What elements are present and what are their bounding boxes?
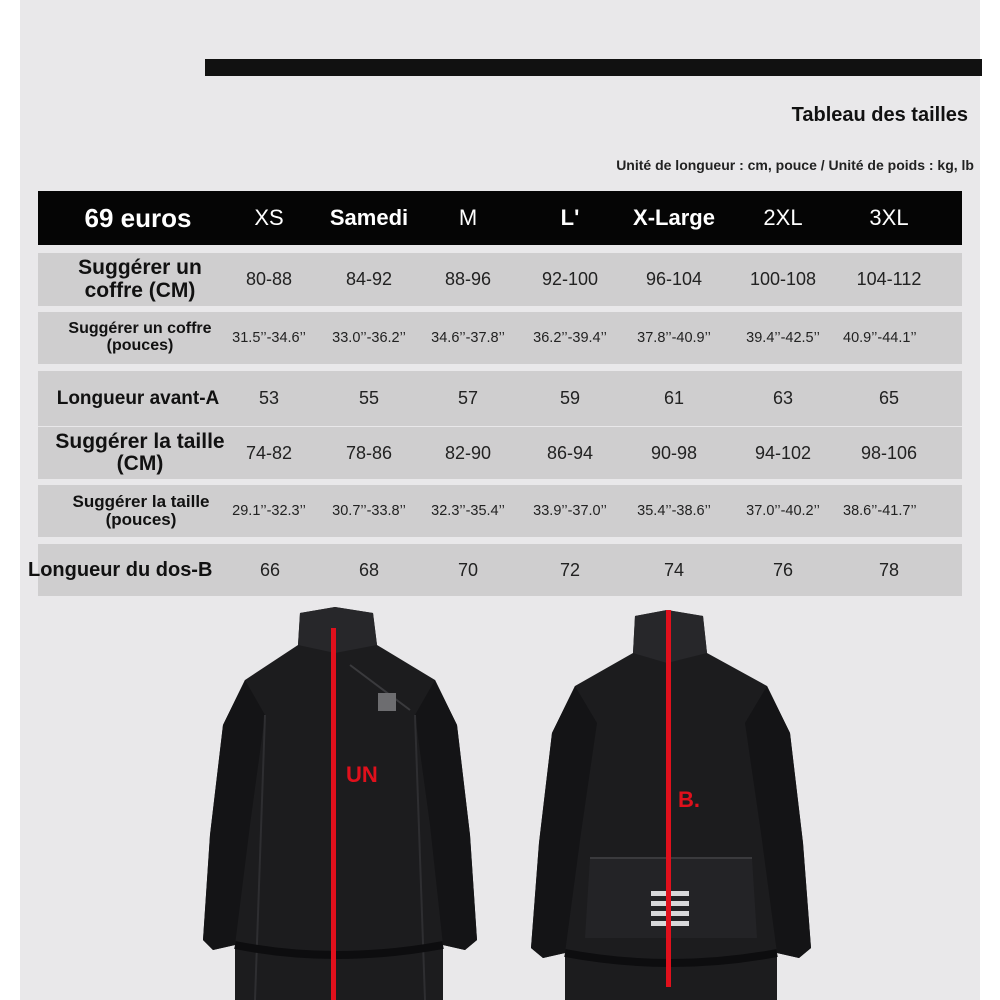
table-cell: 84-92 [345, 269, 393, 289]
table-cell: 78-86 [345, 442, 393, 463]
table-cell: 34.6’’-37.8’’ [431, 330, 505, 346]
table-cell: 76 [772, 559, 794, 580]
size-header: Samedi [329, 205, 409, 230]
table-cell: 96-104 [645, 269, 703, 289]
table-row [38, 312, 962, 364]
table-cell: 88-96 [444, 269, 492, 289]
table-cell: 98-106 [860, 442, 918, 463]
table-cell: 30.7’’-33.8’’ [332, 503, 406, 519]
table-cell: 57 [457, 388, 479, 408]
table-cell: 31.5’’-34.6’’ [232, 330, 306, 346]
row-label: Suggérer un coffre (CM) [78, 256, 202, 302]
table-cell: 92-100 [541, 269, 599, 289]
table-cell: 82-90 [444, 442, 492, 463]
table-cell: 61 [663, 388, 685, 408]
row-label: Longueur avant-A [56, 387, 220, 409]
table-cell: 68 [358, 559, 380, 580]
table-cell: 59 [559, 388, 581, 408]
table-row [38, 253, 962, 306]
table-cell: 90-98 [650, 442, 698, 463]
table-cell: 32.3’’-35.4’’ [431, 503, 505, 519]
table-cell: 39.4’’-42.5’’ [746, 330, 820, 346]
table-cell: 37.8’’-40.9’’ [637, 330, 711, 346]
header-bar [205, 59, 982, 76]
table-cell: 29.1’’-32.3’’ [232, 503, 306, 519]
table-header-row [38, 191, 962, 245]
table-cell: 63 [772, 388, 794, 408]
table-cell: 70 [457, 559, 479, 580]
table-cell: 55 [358, 388, 380, 408]
page-title: Tableau des tailles [791, 104, 968, 126]
table-cell: 80-88 [245, 269, 293, 289]
table-cell: 100-108 [749, 269, 817, 289]
front-length-marker: UN [346, 762, 378, 787]
logo-icon [378, 693, 396, 711]
row-label: Suggérer un coffre (pouces) [68, 320, 212, 354]
table-cell: 104-112 [856, 269, 922, 289]
table-cell: 78 [878, 559, 900, 580]
size-header: M [458, 205, 478, 230]
price-label: 69 euros [84, 202, 192, 233]
table-cell: 74 [663, 559, 685, 580]
table-cell: 33.0’’-36.2’’ [332, 330, 406, 346]
table-cell: 65 [878, 388, 900, 408]
table-cell: 53 [258, 388, 280, 408]
table-cell: 72 [559, 559, 581, 580]
table-cell: 94-102 [754, 442, 812, 463]
back-length-marker: B. [678, 787, 700, 812]
table-row [28, 544, 962, 596]
row-label: Suggérer la taille (CM) [55, 429, 225, 475]
table-cell: 86-94 [546, 442, 594, 463]
size-header: XS [254, 205, 284, 230]
table-cell: 36.2’’-39.4’’ [533, 330, 607, 346]
size-header: 2XL [763, 205, 803, 230]
size-header: L' [560, 205, 580, 230]
table-cell: 40.9’’-44.1’’ [843, 330, 917, 346]
back-jacket-image [525, 608, 820, 1000]
row-label: Longueur du dos-B [28, 558, 213, 581]
table-row [38, 485, 962, 537]
table-cell: 33.9’’-37.0’’ [533, 503, 607, 519]
table-cell: 66 [259, 559, 281, 580]
table-cell: 38.6’’-41.7’’ [843, 503, 917, 519]
size-header: X-Large [633, 205, 715, 230]
table-row [38, 427, 962, 479]
table-cell: 74-82 [245, 442, 293, 463]
size-header: 3XL [869, 205, 909, 230]
back-length-line [666, 610, 671, 987]
table-cell: 35.4’’-38.6’’ [637, 503, 711, 519]
row-label: Suggérer la taille (pouces) [72, 492, 210, 529]
table-row [38, 371, 962, 426]
front-jacket-image [195, 605, 485, 1000]
front-length-line [331, 628, 336, 1000]
units-note: Unité de longueur : cm, pouce / Unité de poids : kg, lb [616, 157, 974, 173]
table-cell: 37.0’’-40.2’’ [746, 503, 820, 519]
